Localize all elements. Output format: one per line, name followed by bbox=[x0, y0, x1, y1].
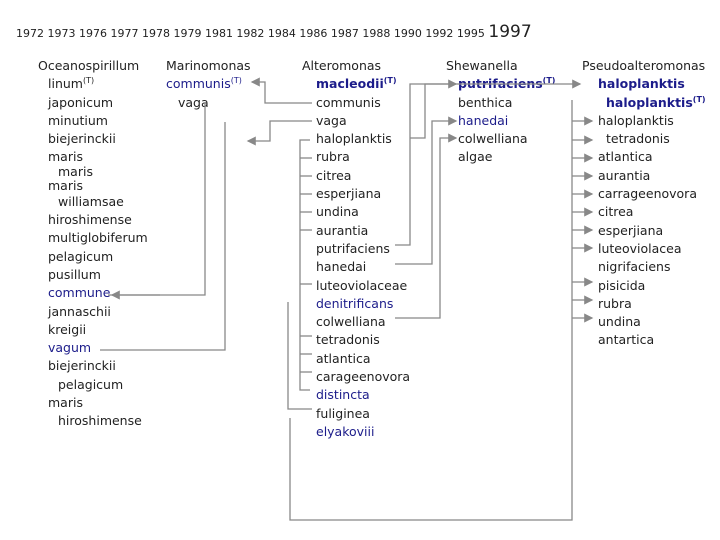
species-item: tetradonis bbox=[316, 332, 380, 348]
species-item: maris bbox=[48, 395, 83, 411]
species-item: carrageenovora bbox=[598, 186, 697, 202]
genus-pseudoalteromonas: Pseudoalteromonas bbox=[582, 58, 706, 73]
species-item: kreigii bbox=[48, 321, 87, 337]
species-item: carageenovora bbox=[316, 369, 411, 385]
species-item: communis$^{(T)}$ bbox=[166, 76, 242, 92]
species-item: vaga bbox=[316, 112, 347, 128]
species-item: hanedai bbox=[458, 112, 509, 128]
species-item: putrifaciens bbox=[316, 240, 390, 256]
arrow-commune bbox=[108, 103, 205, 295]
species-item: macleodii$^{(T)}$ bbox=[316, 76, 397, 92]
arrow-communis bbox=[252, 82, 312, 103]
species-item: communis bbox=[316, 94, 381, 110]
species-item: hiroshimense bbox=[48, 212, 132, 228]
species-item: haloplanktis bbox=[598, 76, 685, 92]
arrow-colwelliana bbox=[395, 138, 456, 318]
species-item: esperjiana bbox=[316, 186, 382, 202]
species-item: colwelliana bbox=[458, 131, 528, 147]
species-item: linum$^{(T)}$ bbox=[48, 76, 95, 92]
species-item: putrifaciens$^{(T)}$ bbox=[458, 76, 556, 92]
species-item: vagum bbox=[48, 340, 92, 356]
genus-oceanospirillum: Oceanospirillum bbox=[38, 58, 140, 73]
genus-marinomonas: Marinomonas bbox=[166, 58, 251, 73]
species-item: algae bbox=[458, 149, 493, 165]
species-item: commune bbox=[48, 285, 111, 301]
species-item: haloplanktis$^{(T)}$ bbox=[606, 94, 706, 110]
species-item: colwelliana bbox=[316, 314, 386, 330]
species-item: denitrificans bbox=[316, 295, 394, 311]
species-item: biejerinckii bbox=[48, 131, 116, 147]
arrow-vaga bbox=[248, 121, 312, 141]
species-item: williamsae bbox=[58, 193, 124, 209]
genus-alteromonas: Alteromonas bbox=[302, 58, 382, 73]
arrow-haloplanktis bbox=[410, 84, 580, 138]
species-item: nigrifaciens bbox=[598, 259, 671, 275]
species-item: rubra bbox=[316, 149, 350, 165]
species-item: maris bbox=[48, 177, 83, 193]
species-item: hiroshimense bbox=[58, 413, 142, 429]
species-item: citrea bbox=[316, 167, 352, 183]
arrow-hanedai bbox=[395, 121, 456, 264]
species-item: multiglobiferum bbox=[48, 230, 148, 246]
species-item: elyakoviii bbox=[316, 423, 375, 439]
species-item: esperjiana bbox=[598, 222, 664, 238]
species-item: haloplanktis bbox=[598, 112, 674, 128]
species-item: rubra bbox=[598, 295, 632, 311]
species-item: distincta bbox=[316, 387, 370, 403]
species-item: citrea bbox=[598, 204, 634, 220]
species-item: luteoviolaceae bbox=[316, 277, 408, 293]
species-item: haloplanktis bbox=[316, 131, 392, 147]
species-item: japonicum bbox=[48, 94, 114, 110]
species-item: luteoviolacea bbox=[598, 240, 682, 256]
arrow-vagum bbox=[100, 122, 225, 350]
species-item: fuliginea bbox=[316, 405, 370, 421]
species-item: biejerinckii bbox=[48, 358, 116, 374]
connector-bottom bbox=[290, 100, 572, 520]
species-item: pisicida bbox=[598, 277, 646, 293]
species-item: aurantia bbox=[598, 167, 651, 183]
species-item: maris bbox=[58, 163, 93, 179]
species-item: benthica bbox=[458, 94, 513, 110]
species-item: undina bbox=[316, 204, 359, 220]
species-item: undina bbox=[598, 314, 641, 330]
species-item: jannaschii bbox=[48, 303, 111, 319]
species-item: maris bbox=[48, 149, 83, 165]
bracket-alteromonas bbox=[300, 140, 310, 390]
species-item: hanedai bbox=[316, 259, 367, 275]
species-item: vaga bbox=[178, 94, 209, 110]
species-item: pelagicum bbox=[58, 376, 124, 392]
species-item: minutium bbox=[48, 112, 108, 128]
species-item: pusillum bbox=[48, 266, 101, 282]
timeline-years: 1972 1973 1976 1977 1978 1979 1981 1982 1984 1986 1987 1988 1990 1992 1995 bbox=[16, 27, 485, 40]
species-item: antartica bbox=[598, 332, 655, 348]
species-item: aurantia bbox=[316, 222, 369, 238]
timeline-last-year: 1997 bbox=[488, 22, 532, 42]
species-item: atlantica bbox=[598, 149, 653, 165]
species-item: atlantica bbox=[316, 350, 371, 366]
species-item: tetradonis bbox=[606, 131, 670, 147]
species-item: pelagicum bbox=[48, 248, 114, 264]
genus-shewanella: Shewanella bbox=[446, 58, 518, 73]
